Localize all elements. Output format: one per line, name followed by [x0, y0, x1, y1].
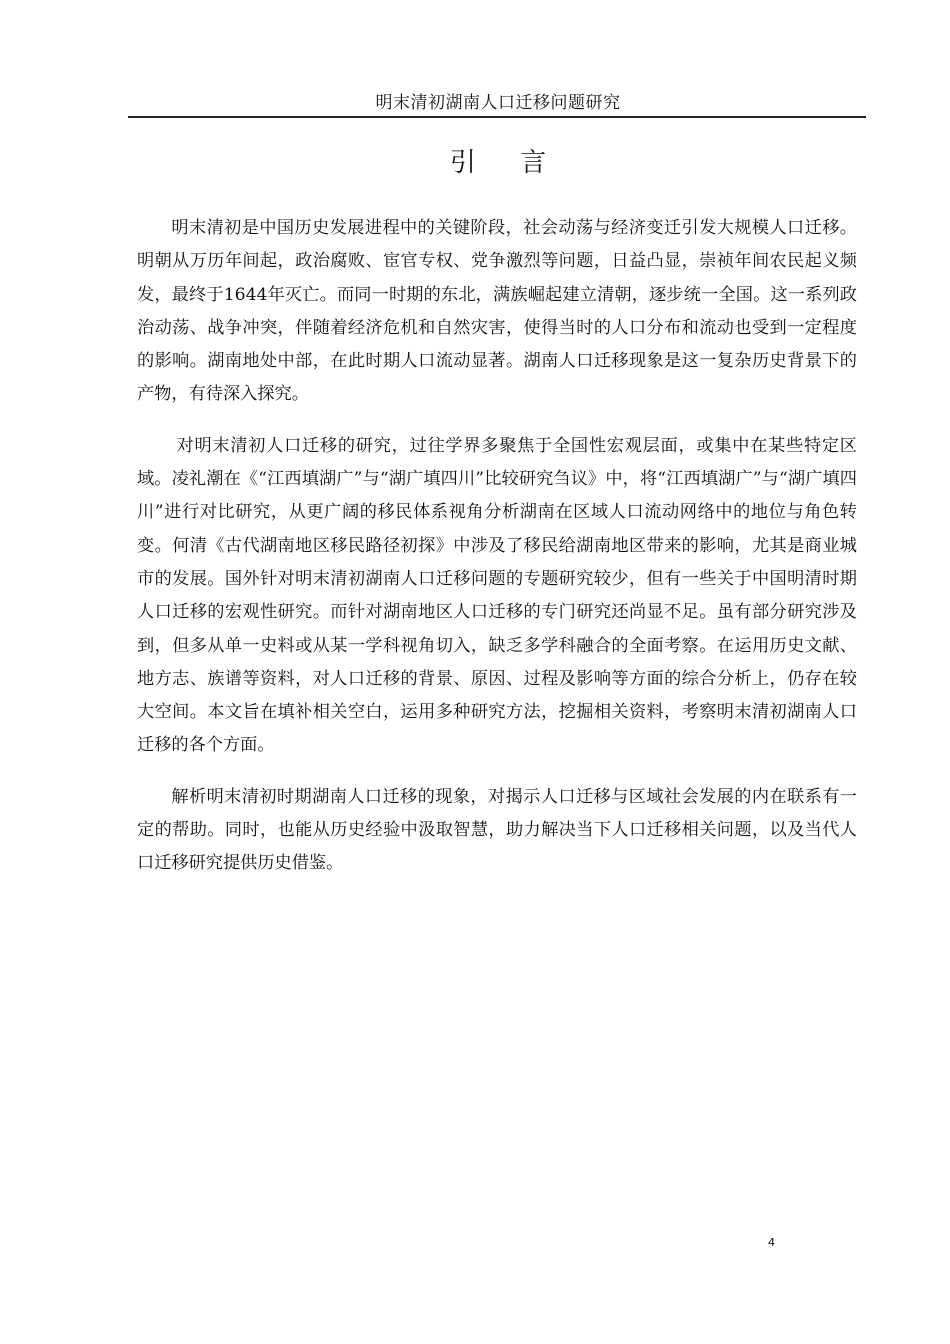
- page-number: 4: [768, 1236, 775, 1249]
- paragraph: 解析明末清初时期湖南人口迁移的现象，对揭示人口迁移与区域社会发展的内在联系有一定的帮助。同时，也能从历史经验中汲取智慧，助力解决当下人口迁移相关问题，以及当代人口迁移研究提供历史借鉴。: [137, 786, 857, 874]
- paragraph: 对明末清初人口迁移的研究，过往学界多聚焦于全国性宏观层面，或集中在某些特定区域。凌礼潮在《“江西填湖广”与“湖广填四川”比较研究刍议》中，将“江西填湖广”与“湖广填四川”进行对比研究，从更广阔的移民体系视角分析湖南在区域人口流动网络中的地位与角色转变。何清《古代湖南地区移民路径初探》中涉及了移民给湖南地区带来的影响，尤其是商业城市的发展。国外针对明末清初湖南人口迁移问题的专题研究较少，但有一些关于中国明清时期人口迁移的宏观性研究。而针对湖南地区人口迁移的专门研究还尚显不足。虽有部分研究涉及到，但多从单一史料或从某一学科视角切入，缺乏多学科融合的全面考察。在运用历史文献、地方志、族谱等资料，对人口迁移的背景、原因、过程及影响等方面的综合分析上，仍存在较大空间。本文旨在填补相关空白，运用多种研究方法，挖掘相关资料，考察明末清初湖南人口迁移的各个方面。: [137, 435, 857, 756]
- section-title: 引 言: [449, 148, 565, 178]
- body-text: [137, 212, 857, 899]
- header-rule: [128, 116, 866, 118]
- running-header: 明末清初湖南人口迁移问题研究: [375, 93, 621, 113]
- paragraph: 明末清初是中国历史发展进程中的关键阶段，社会动荡与经济变迁引发大规模人口迁移。明朝从万历年间起，政治腐败、宦官专权、党争激烈等问题，日益凸显，崇祯年间农民起义频发，最终于1644年灭亡。而同一时期的东北，满族崛起建立清朝，逐步统一全国。这一系列政治动荡、战争冲突，伴随着经济危机和自然灾害，使得当时的人口分布和流动也受到一定程度的影响。湖南地处中部，在此时期人口流动显著。湖南人口迁移现象是这一复杂历史背景下的产物，有待深入探究。: [137, 218, 857, 405]
